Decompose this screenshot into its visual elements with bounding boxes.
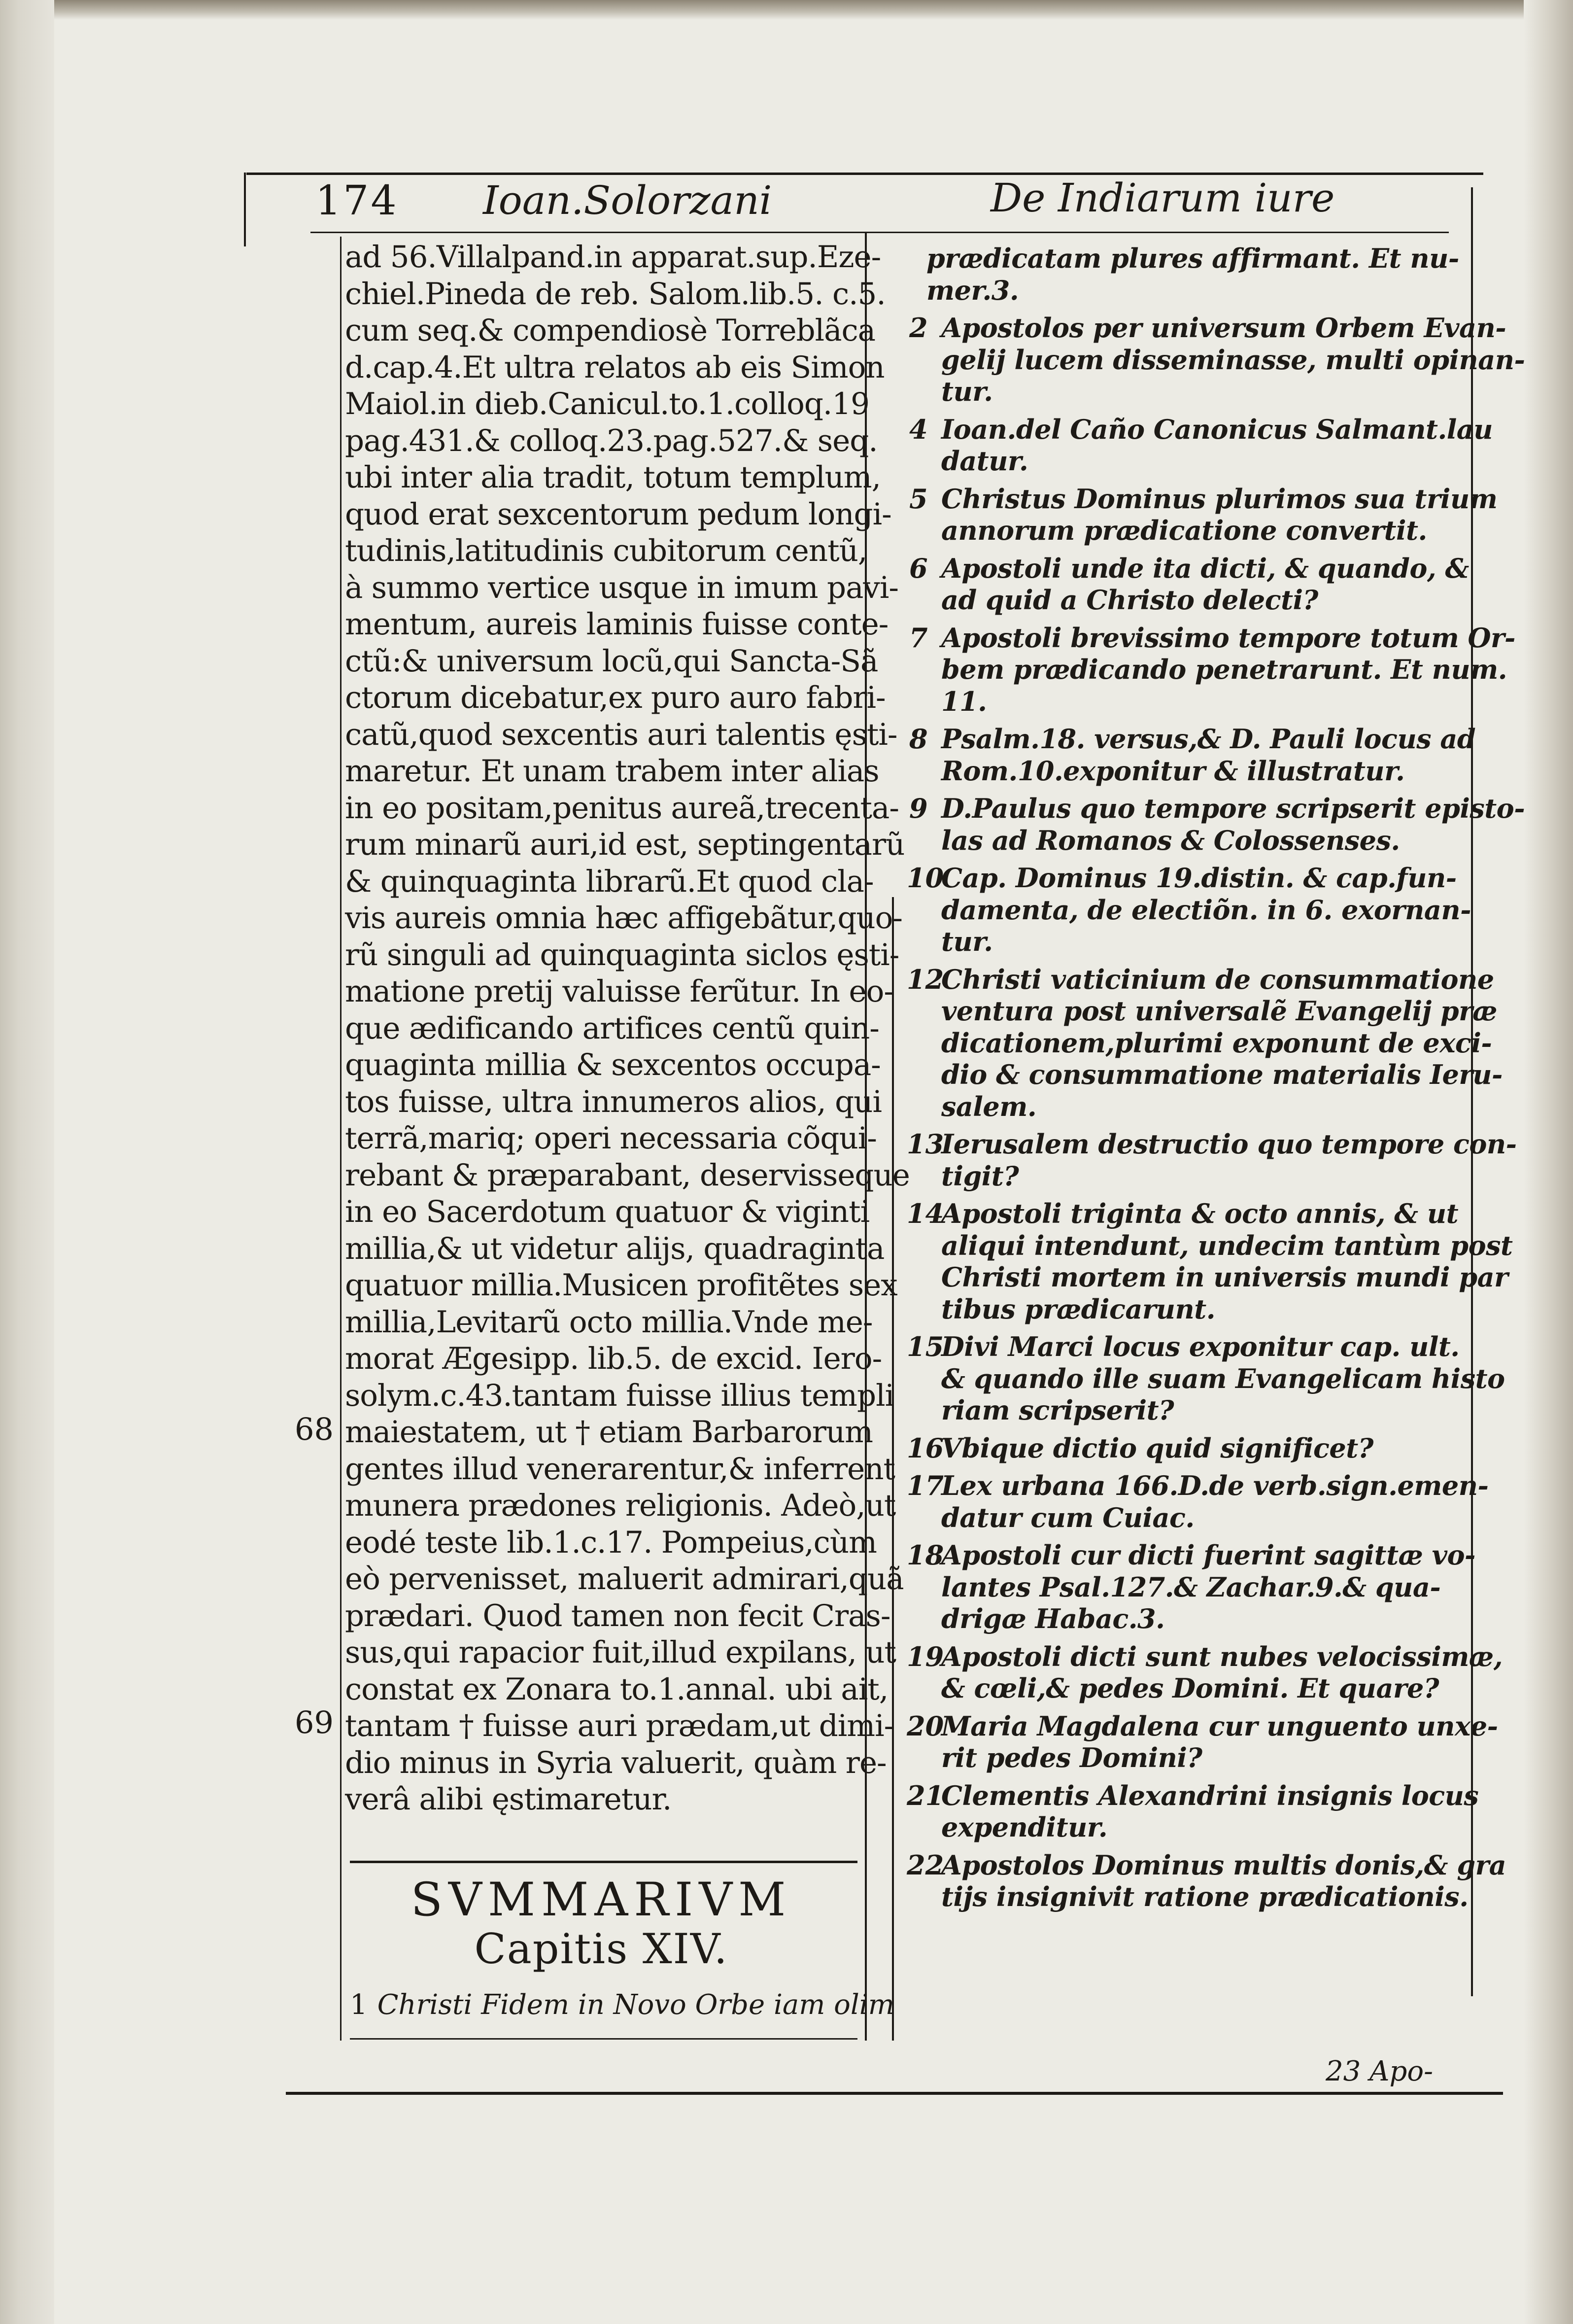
text-line: terrã,mariq; operi necessaria cõqui-: [345, 1121, 877, 1156]
summary-item-line: Clementis Alexandrini insignis locus: [941, 1779, 1479, 1811]
summary-item-number: 4: [909, 413, 928, 445]
left-text-column: [345, 239, 910, 1818]
summary-item-line: bem prædicando penetrarunt. Et num.: [941, 654, 1507, 685]
text-line: à summo vertice usque in imum pavi-: [345, 570, 899, 605]
summary-item-line: Vbique dictio quid significet?: [941, 1432, 1373, 1464]
summary-item-line: Christus Dominus plurimos sua trium: [941, 483, 1498, 515]
summary-item-number: 13: [907, 1128, 944, 1160]
summary-item-number: 22: [907, 1849, 944, 1881]
margin-number: 68: [295, 1411, 334, 1447]
summary-item-line: Psalm.18. versus,& D. Pauli locus ad: [941, 723, 1476, 755]
book-spine-edge: [0, 0, 54, 2324]
summary-bottom-rule: [350, 2038, 857, 2040]
summary-item-line: Ierusalem destructio quo tempore con-: [941, 1128, 1517, 1160]
summary-item-number: 10: [907, 862, 944, 894]
text-line: matione pretij valuisse ferũtur. In eo-: [345, 974, 893, 1009]
summary-item-line: aliqui intendunt, undecim tantùm post: [941, 1229, 1513, 1261]
summary-item-number: 1: [350, 1989, 368, 2021]
text-line: prædari. Quod tamen non fecit Cras-: [345, 1598, 890, 1633]
text-line: mentum, aureis laminis fuisse conte-: [345, 607, 889, 642]
text-line: in eo Sacerdotum quatuor & viginti: [345, 1194, 870, 1229]
summary-item-line: salem.: [941, 1090, 1037, 1122]
summary-item-line: annorum prædicatione convertit.: [941, 515, 1427, 546]
summary-item-line: rit pedes Domini?: [941, 1742, 1202, 1773]
text-line: maiestatem, ut † etiam Barbarorum: [345, 1415, 873, 1450]
summary-item-line: datur cum Cuiac.: [941, 1501, 1195, 1533]
summary-item-line: Apostoli unde ita dicti, & quando, &: [941, 552, 1469, 584]
summary-item-line: & cœli,& pedes Domini. Et quare?: [941, 1672, 1439, 1704]
text-line: morat Ægesipp. lib.5. de excid. Iero-: [345, 1341, 882, 1376]
summary-item-line: D.Paulus quo tempore scripserit episto-: [941, 793, 1525, 824]
summary-item-number: 18: [907, 1539, 944, 1571]
summary-item-line: lantes Psal.127.& Zachar.9.& qua-: [941, 1571, 1441, 1603]
margin-number: 69: [295, 1704, 334, 1740]
text-line: ctorum dicebatur,ex puro auro fabri-: [345, 680, 886, 715]
text-line: tantam † fuisse auri prædam,ut dimi-: [345, 1708, 894, 1743]
summary-item-line: Apostoli brevissimo tempore totum Or-: [941, 622, 1515, 654]
summary-item-number: 2: [909, 312, 928, 344]
running-header: [276, 177, 1473, 237]
summary-item-text: Christi Fidem in Novo Orbe iam olim: [377, 1989, 894, 2021]
summary-item-number: 16: [907, 1432, 944, 1464]
summary-item-number: 6: [909, 552, 928, 584]
summary-item-line: damenta, de electiõn. in 6. exornan-: [941, 894, 1471, 926]
summary-item-line: Christi vaticinium de consummatione: [941, 963, 1494, 995]
summary-item-line: mer.3.: [926, 274, 1019, 306]
summary-item-line: datur.: [941, 445, 1028, 477]
summary-item-number: 19: [907, 1640, 944, 1672]
text-line: chiel.Pineda de reb. Salom.lib.5. c.5.: [345, 276, 886, 312]
summary-item-number: 17: [907, 1470, 944, 1501]
text-line: eodé teste lib.1.c.17. Pompeius,cùm: [345, 1525, 877, 1560]
summary-item-line: expenditur.: [941, 1811, 1108, 1843]
frame-left-rule: [244, 173, 246, 246]
frame-bottom-rule: [286, 2092, 1503, 2095]
text-line: Maiol.in dieb.Canicul.to.1.colloq.19: [345, 386, 869, 421]
summary-item-line: dio & consummatione materialis Ieru-: [941, 1059, 1503, 1090]
summary-item-line: tigit?: [941, 1160, 1019, 1192]
summary-first-item: [350, 1989, 894, 2021]
text-line: dio minus in Syria valuerit, quàm re-: [345, 1745, 887, 1780]
text-line: catũ,quod sexcentis auri talentis ęsti-: [345, 717, 897, 752]
text-line: ctũ:& universum locũ,qui Sancta-Sã: [345, 643, 878, 679]
summary-item-number: 15: [907, 1331, 944, 1362]
text-line: gentes illud venerarentur,& inferrent: [345, 1451, 895, 1487]
summary-item-line: Rom.10.exponitur & illustratur.: [941, 755, 1405, 787]
summary-item-number: 14: [907, 1198, 944, 1229]
summary-item-line: ventura post universalẽ Evangelij præ: [941, 995, 1497, 1027]
summary-item-line: ad quid a Christo delecti?: [941, 584, 1318, 616]
summary-item-line: Divi Marci locus exponitur cap. ult.: [941, 1331, 1460, 1362]
summary-top-rule: [350, 1861, 857, 1863]
left-column-rule: [340, 237, 342, 2041]
summary-item-line: dicationem,plurimi exponunt de exci-: [941, 1027, 1492, 1059]
summary-item-line: Lex urbana 166.D.de verb.sign.emen-: [941, 1470, 1489, 1501]
text-line: in eo positam,penitus aureã,trecenta-: [345, 790, 899, 826]
summary-subtitle: Capitis XIV.: [474, 1925, 728, 1973]
summary-item-line: prædicatam plures affirmant. Et nu-: [926, 243, 1459, 274]
inner-column-rule: [892, 897, 894, 2041]
text-line: maretur. Et unam trabem inter alias: [345, 754, 879, 789]
text-line: tos fuisse, ultra innumeros alios, qui: [345, 1084, 882, 1119]
text-line: constat ex Zonara to.1.annal. ubi ait,: [345, 1671, 889, 1707]
summary-title: SVMMARIVM: [410, 1873, 792, 1927]
summary-item-line: gelij lucem disseminasse, multi opinan-: [941, 344, 1525, 376]
text-line: rũ singuli ad quinquaginta siclos ęsti-: [345, 937, 899, 972]
text-line: sus,qui rapacior fuit,illud expilans, ut: [345, 1635, 896, 1670]
catchword: 23 Apo-: [1326, 2055, 1433, 2087]
summary-item-number: 20: [907, 1710, 944, 1742]
text-line: ad 56.Villalpand.in apparat.sup.Eze-: [345, 240, 881, 275]
text-line: quaginta millia & sexcentos occupa-: [345, 1047, 881, 1082]
summary-item-line: Apostolos Dominus multis donis,& gra: [941, 1849, 1506, 1881]
summary-item-line: Maria Magdalena cur unguento unxe-: [941, 1710, 1498, 1742]
summary-item-line: las ad Romanos & Colossenses.: [941, 824, 1400, 856]
text-line: solym.c.43.tantam fuisse illius templi: [345, 1378, 894, 1413]
text-line: eò pervenisset, maluerit admirari,quã: [345, 1561, 904, 1596]
running-author: Ioan.Solorzani: [483, 177, 772, 223]
text-line: vis aureis omnia hæc affigebãtur,quo-: [345, 901, 902, 936]
summary-item-line: Apostoli dicti sunt nubes velocissimæ,: [941, 1640, 1503, 1672]
summary-item-line: Ioan.del Caño Canonicus Salmant.lau: [941, 413, 1493, 445]
summary-item-line: drigæ Habac.3.: [941, 1603, 1165, 1634]
text-line: cum seq.& compendiosè Torreblãca: [345, 313, 876, 348]
summary-item-line: tibus prædicarunt.: [941, 1293, 1216, 1325]
summary-item-line: Apostolos per universum Orbem Evan-: [941, 312, 1506, 344]
summary-item-number: 9: [909, 793, 928, 824]
page-top-edge: [0, 0, 1573, 20]
page-number: 174: [315, 177, 399, 224]
text-line: millia,& ut videtur alijs, quadraginta: [345, 1231, 885, 1266]
text-line: pag.431.& colloq.23.pag.527.& seq.: [345, 423, 878, 458]
summary-item-line: Christi mortem in universis mundi par: [941, 1261, 1508, 1293]
summary-item-number: 8: [909, 723, 928, 755]
text-line: munera prædones religionis. Adeò,ut: [345, 1488, 896, 1523]
text-line: quod erat sexcentorum pedum longi-: [345, 496, 891, 532]
text-line: ubi inter alia tradit, totum templum,: [345, 460, 881, 495]
summary-item-line: riam scripserit?: [941, 1394, 1174, 1426]
summary-item-line: Apostoli triginta & octo annis, & ut: [941, 1198, 1459, 1229]
summary-item-line: Cap. Dominus 19.distin. & cap.fun-: [941, 862, 1457, 894]
page-right-edge: [1524, 0, 1573, 2324]
summary-item-line: 11.: [941, 685, 987, 717]
summary-item-line: Apostoli cur dicti fuerint sagittæ vo-: [941, 1539, 1475, 1571]
text-line: d.cap.4.Et ultra relatos ab eis Simon: [345, 349, 885, 385]
text-line: quatuor millia.Musicen profitẽtes sex: [345, 1268, 897, 1303]
summary-item-line: & quando ille suam Evangelicam histo: [941, 1362, 1505, 1394]
text-line: tudinis,latitudinis cubitorum centũ,: [345, 533, 867, 568]
text-line: rebant & præparabant, deservisseque: [345, 1157, 910, 1193]
text-line: & quinquaginta librarũ.Et quod cla-: [345, 864, 874, 899]
running-title: De Indiarum iure: [991, 175, 1335, 221]
text-line: verâ alibi ęstimaretur.: [345, 1782, 672, 1817]
summary-item-number: 21: [907, 1779, 944, 1811]
summary-item-line: tur.: [941, 376, 993, 407]
summary-item-line: tur.: [941, 926, 993, 957]
text-line: rum minarũ auri,id est, septingentarũ: [345, 827, 905, 862]
summary-item-number: 7: [909, 622, 928, 654]
summary-item-line: tijs insignivit ratione prædicationis.: [941, 1881, 1469, 1912]
summary-item-number: 5: [909, 483, 928, 515]
text-line: millia,Levitarũ octo millia.Vnde me-: [345, 1304, 873, 1340]
summary-item-number: 12: [907, 963, 944, 995]
text-line: que ædificando artifices centũ quin-: [345, 1010, 879, 1046]
